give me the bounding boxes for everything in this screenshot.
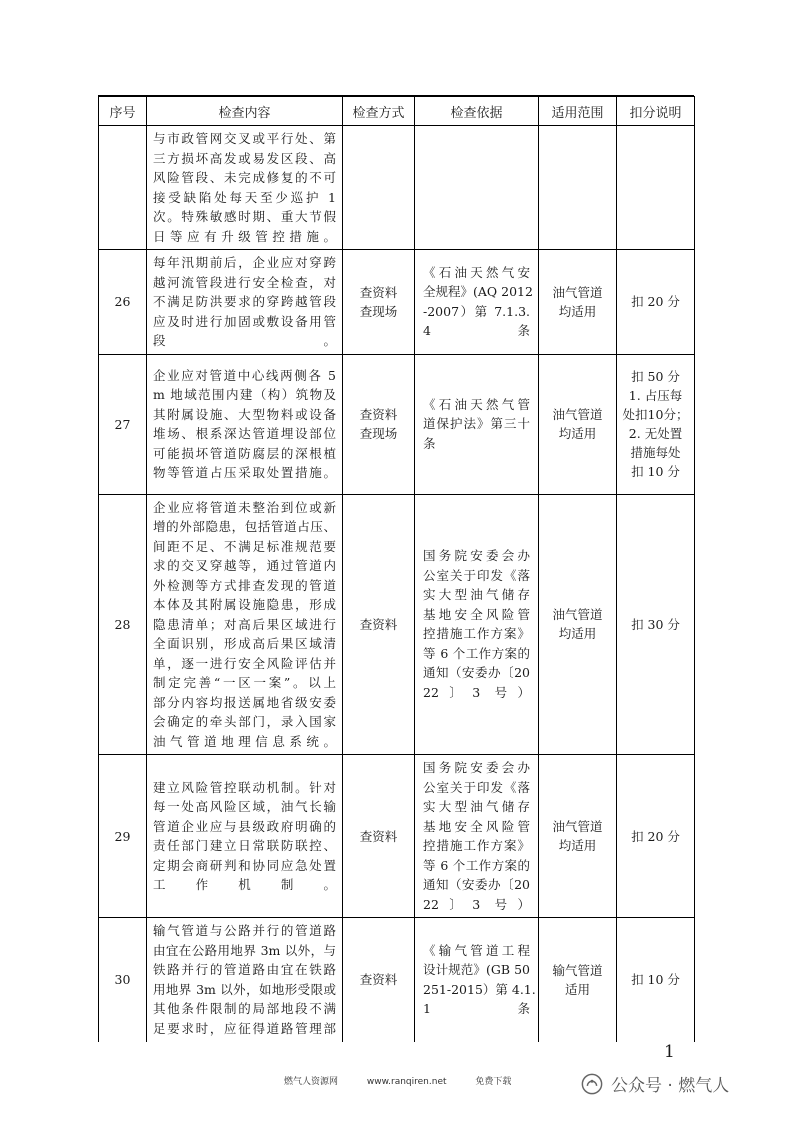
cell-line: 足要求时，应征得道路管理部 bbox=[153, 1020, 336, 1036]
cell-line: 油气管道 bbox=[552, 284, 603, 300]
cell-line: 铁路并行的管道路由宜在铁路 bbox=[153, 962, 336, 978]
footer-site-name: 燃气人资源网 bbox=[284, 1077, 339, 1087]
cell-line: 均适用 bbox=[558, 626, 597, 642]
cell-line: 越河流管段进行安全检查，对 bbox=[153, 274, 336, 290]
cell-line: 处扣10分； bbox=[622, 407, 689, 422]
cell-line: 扣 20 分 bbox=[631, 294, 680, 310]
footer-download: 免费下载 bbox=[475, 1077, 512, 1087]
content-cell bbox=[147, 250, 343, 355]
content-cell bbox=[147, 918, 343, 1042]
cell-line: 查资料 bbox=[359, 284, 398, 300]
cell-line: 外检测等方式排查发现的管道 bbox=[153, 577, 336, 593]
cell-line: 基地安全风险管 bbox=[423, 606, 530, 622]
method-cell bbox=[343, 918, 415, 1042]
header-cell: 检查方式 bbox=[343, 97, 415, 126]
cell-line: 查现场 bbox=[359, 426, 398, 441]
method-cell bbox=[343, 755, 415, 918]
no-cell: 29 bbox=[99, 755, 147, 918]
cell-line: 单，逐一进行安全风险评估并 bbox=[153, 655, 336, 671]
cell-line: 企业应将管道未整治到位或新 bbox=[153, 499, 336, 515]
cell-line: 由宜在公路用地界 3m 以外，与 bbox=[153, 942, 336, 958]
table-row bbox=[99, 250, 695, 355]
cell-line: 均适用 bbox=[558, 838, 597, 853]
cell-line: 责任部门建立日常联防联控、 bbox=[153, 838, 336, 853]
cell-line: 《石油天然气安 bbox=[423, 264, 530, 280]
content-cell bbox=[147, 354, 343, 494]
cell-line: 油气管道 bbox=[552, 819, 603, 834]
method-cell bbox=[343, 126, 415, 250]
cell-line: 物等管道占压采取处置措施。 bbox=[153, 465, 336, 480]
cell-line: 部分内容均报送属地省级安委 bbox=[153, 694, 336, 710]
header-cell: 检查依据 bbox=[415, 97, 539, 126]
header-cell: 序号 bbox=[99, 97, 147, 126]
cell-line: 1. 占压每 bbox=[628, 388, 683, 403]
cell-line: 均适用 bbox=[558, 426, 597, 441]
cell-line: 4 条 bbox=[423, 323, 530, 339]
cell-line: 查资料 bbox=[359, 828, 398, 844]
cell-line: 公室关于印发《落 bbox=[423, 567, 530, 583]
no-cell: 28 bbox=[99, 494, 147, 755]
cell-line: 查资料 bbox=[359, 972, 398, 988]
header-cell: 扣分说明 bbox=[617, 97, 695, 126]
deduct-cell bbox=[617, 126, 695, 250]
cell-line: 1 条 bbox=[423, 1001, 530, 1017]
basis-cell bbox=[415, 250, 539, 355]
cell-line: 风险管段、未完成修复的不可 bbox=[153, 170, 336, 185]
scope-cell bbox=[539, 755, 617, 918]
cell-line: 全规程》(AQ 2012 bbox=[423, 284, 533, 300]
basis-cell bbox=[415, 918, 539, 1042]
deduct-cell bbox=[617, 494, 695, 755]
basis-cell bbox=[415, 126, 539, 250]
cell-line: 用地界 3m 以外，如地形受限或 bbox=[153, 981, 336, 997]
table-row bbox=[99, 755, 695, 918]
scope-cell bbox=[539, 918, 617, 1042]
cell-line: 其附属设施、大型物料或设备 bbox=[153, 406, 336, 422]
footer-url: www.ranqiren.net bbox=[366, 1077, 447, 1087]
cell-line: 查现场 bbox=[359, 303, 398, 319]
scope-cell bbox=[539, 126, 617, 250]
cell-line: 段。 bbox=[153, 333, 336, 348]
content-cell bbox=[147, 494, 343, 755]
cell-line: 每一处高风险区域，油气长输 bbox=[153, 799, 336, 814]
no-cell bbox=[99, 126, 147, 250]
watermark bbox=[581, 1071, 729, 1096]
cell-line: 道保护法》第三十 bbox=[423, 416, 530, 432]
cell-line: 措施每处 bbox=[630, 445, 681, 460]
cell-line: 输气管道 bbox=[552, 962, 603, 978]
cell-line: 与市政管网交叉或平行处、第 bbox=[153, 131, 336, 146]
page-number: 1 bbox=[664, 1042, 675, 1062]
scope-cell bbox=[539, 250, 617, 355]
cell-line: 2. 无处置 bbox=[628, 426, 683, 441]
cell-line: 定期会商研判和协同应急处置 bbox=[153, 857, 336, 873]
cell-line: 扣 30 分 bbox=[631, 616, 680, 632]
cell-line: 企业应对管道中心线两侧各 5 bbox=[153, 367, 336, 383]
wechat-official-account-icon bbox=[581, 1073, 603, 1095]
page-footer bbox=[284, 1074, 537, 1087]
no-cell: 27 bbox=[99, 354, 147, 494]
no-cell: 26 bbox=[99, 250, 147, 355]
deduct-cell bbox=[617, 755, 695, 918]
cell-line: 堆场、根系深达管道埋设部位 bbox=[153, 426, 336, 441]
cell-line: 会确定的牵头部门，录入国家 bbox=[153, 714, 336, 729]
cell-line: 其他条件限制的局部地段不满 bbox=[153, 1001, 336, 1017]
cell-line: 均适用 bbox=[558, 303, 597, 319]
cell-line: 三方损坏高发或易发区段、高 bbox=[153, 150, 336, 166]
cell-line: 求的交叉穿越等，通过管道内 bbox=[153, 558, 336, 573]
watermark-text: 公众号 · 燃气人 bbox=[611, 1076, 730, 1096]
cell-line: 251-2015）第 4.1. bbox=[423, 981, 536, 997]
cell-line: 等 6 个工作方案的 bbox=[423, 645, 530, 661]
cell-line: 输气管道与公路并行的管道路 bbox=[153, 923, 336, 939]
cell-line: 扣 10 分 bbox=[631, 972, 680, 988]
cell-line: 工作机制。 bbox=[153, 877, 336, 892]
header-cell: 检查内容 bbox=[147, 97, 343, 126]
cell-line: 国务院安委会办 bbox=[423, 760, 530, 775]
basis-cell bbox=[415, 494, 539, 755]
cell-line: 设计规范》(GB 50 bbox=[423, 962, 530, 978]
cell-line: m 地域范围内建（构）筑物及 bbox=[153, 387, 336, 402]
cell-line: 条 bbox=[423, 435, 436, 451]
cell-line: 实大型油气储存 bbox=[423, 799, 530, 814]
cell-line: 扣 10 分 bbox=[631, 464, 680, 479]
cell-line: 适用 bbox=[564, 981, 590, 997]
cell-line: 通知（安委办〔20 bbox=[423, 665, 530, 681]
cell-line: 接受缺陷处每天至少巡护 1 bbox=[153, 189, 336, 205]
cell-line: 扣 20 分 bbox=[631, 828, 680, 844]
cell-line: 间距不足、不满足标准规范要 bbox=[153, 538, 336, 554]
content-cell bbox=[147, 755, 343, 918]
deduct-cell bbox=[617, 250, 695, 355]
cell-line: 等 6 个工作方案的 bbox=[423, 857, 530, 873]
cell-line: 应及时进行加固或敷设备用管 bbox=[153, 313, 336, 329]
cell-line: 建立风险管控联动机制。针对 bbox=[153, 779, 336, 795]
table-row bbox=[99, 918, 695, 1042]
cell-line: 控措施工作方案》 bbox=[423, 838, 530, 853]
cell-line: 实大型油气储存 bbox=[423, 587, 530, 603]
cell-line: 查资料 bbox=[359, 616, 398, 632]
cell-line: 油气管道 bbox=[552, 407, 603, 422]
method-cell bbox=[343, 494, 415, 755]
cell-line: 通知（安委办〔20 bbox=[423, 877, 530, 892]
table-header-row bbox=[99, 97, 695, 126]
cell-line: 油气管道地理信息系统。 bbox=[153, 733, 336, 749]
cell-line: 22〕3 号） bbox=[423, 896, 530, 912]
table-row bbox=[99, 494, 695, 755]
cell-line: 本体及其附属设施隐患，形成 bbox=[153, 597, 336, 612]
cell-line: 油气管道 bbox=[552, 607, 603, 623]
cell-line: 国务院安委会办 bbox=[423, 548, 530, 564]
cell-line: 基地安全风险管 bbox=[423, 818, 530, 834]
cell-line: 日等应有升级管控措施。 bbox=[153, 228, 336, 244]
method-cell bbox=[343, 250, 415, 355]
inspection-table bbox=[98, 96, 695, 1042]
table-row bbox=[99, 354, 695, 494]
header-cell: 适用范围 bbox=[539, 97, 617, 126]
cell-line: 查资料 bbox=[359, 407, 398, 422]
basis-cell bbox=[415, 755, 539, 918]
scope-cell bbox=[539, 354, 617, 494]
cell-line: 增的外部隐患，包括管道占压、 bbox=[153, 519, 336, 534]
no-cell: 30 bbox=[99, 918, 147, 1042]
cell-line: 全面识别，形成高后果区域清 bbox=[153, 636, 336, 651]
table-row-continued bbox=[99, 126, 695, 250]
cell-line: 每年汛期前后，企业应对穿跨 bbox=[153, 255, 336, 270]
cell-line: 《输气管道工程 bbox=[423, 942, 530, 958]
cell-line: 隐患清单；对高后果区域进行 bbox=[153, 616, 336, 632]
deduct-cell bbox=[617, 918, 695, 1042]
deduct-cell bbox=[617, 354, 695, 494]
cell-line: 《石油天然气管 bbox=[423, 396, 530, 412]
cell-line: 扣 50 分 bbox=[631, 369, 680, 384]
cell-line: 制定完善“一区一案”。以上 bbox=[153, 675, 336, 690]
cell-line: -2007）第 7.1.3. bbox=[423, 303, 530, 319]
scope-cell bbox=[539, 494, 617, 755]
cell-line: 22〕3 号） bbox=[423, 684, 530, 700]
cell-line: 公室关于印发《落 bbox=[423, 779, 530, 795]
cell-line: 不满足防洪要求的穿跨越管段 bbox=[153, 294, 336, 309]
cell-line: 次。特殊敏感时期、重大节假 bbox=[153, 209, 336, 224]
cell-line: 管道企业应与县级政府明确的 bbox=[153, 818, 336, 834]
method-cell bbox=[343, 354, 415, 494]
cell-line: 可能损坏管道防腐层的深根植 bbox=[153, 445, 336, 461]
basis-cell bbox=[415, 354, 539, 494]
content-cell bbox=[147, 126, 343, 250]
cell-line: 控措施工作方案》 bbox=[423, 626, 530, 642]
